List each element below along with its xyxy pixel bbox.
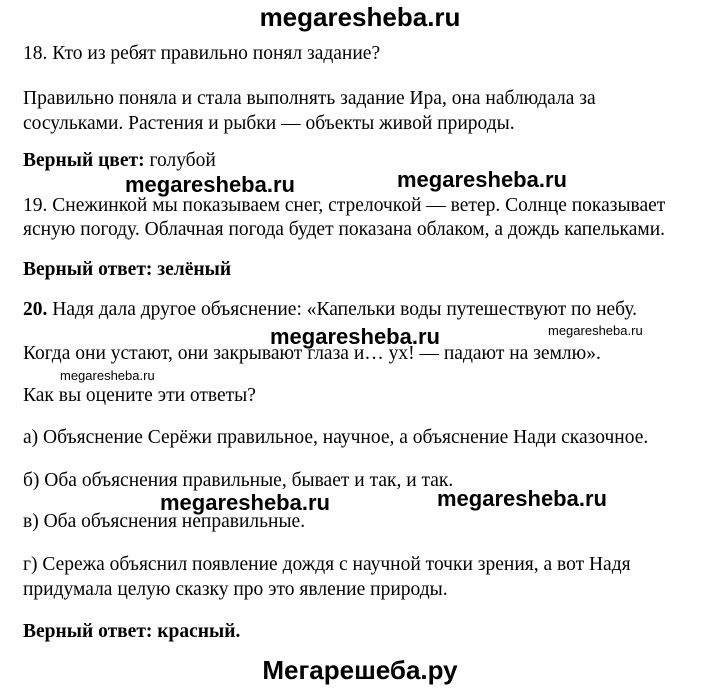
option-d-line-1: г) Сережа объяснил появление дождя с научной точки зрения, а вот Надя [23, 554, 631, 575]
watermark: megaresheba.ru [160, 490, 330, 515]
question-20-line-1 [23, 297, 637, 323]
question-19-line-2: ясную погоду. Облачная погода будет показана облаком, а дождь капельками. [23, 219, 666, 240]
option-a: а) Объяснение Серёжи правильное, научное, а объяснение Нади сказочное. [23, 427, 649, 448]
question-19-line-1: 19. Снежинкой мы показываем снег, стрелочкой — ветер. Солнце показывает [23, 195, 666, 216]
verdict-20: Верный ответ: красный. [23, 621, 241, 642]
answer-18-line-2: сосульками. Растения и рыбки — объекты живой природы. [23, 113, 515, 134]
site-watermark-header: megaresheba.ru [259, 2, 461, 32]
question-18: 18. Кто из ребят правильно понял задание? [23, 43, 381, 64]
watermark: megaresheba.ru [437, 486, 607, 511]
watermark-small: megaresheba.ru [548, 323, 643, 338]
option-b: б) Оба объяснения правильные, бывает и так, и так. [23, 470, 454, 491]
verdict-18 [23, 148, 216, 174]
watermark: megaresheba.ru [270, 324, 440, 349]
verdict-19: Верный ответ: зелёный [23, 259, 232, 280]
watermark: megaresheba.ru [125, 172, 295, 197]
question-20-prompt: Как вы оцените эти ответы? [23, 385, 256, 406]
verdict-18-value: голубой [149, 150, 216, 171]
verdict-18-label: Верный цвет: [23, 150, 145, 171]
question-20-text: Надя дала другое объяснение: «Капельки воды путешествуют по небу. [52, 299, 638, 320]
answer-18-line-1: Правильно поняла и стала выполнять задание Ира, она наблюдала за [23, 88, 596, 109]
option-c: в) Оба объяснения неправильные. [23, 511, 306, 532]
site-watermark-footer: Мегарешеба.ру [262, 655, 458, 685]
question-20-line-2: Когда они устают, они закрывают глаза и… ух! — падают на землю». [23, 343, 601, 364]
option-d-line-2: придумала целую сказку про это явление природы. [23, 579, 448, 600]
question-20-number: 20. [23, 299, 48, 320]
watermark-small: megaresheba.ru [60, 368, 155, 383]
watermark: megaresheba.ru [397, 167, 567, 192]
